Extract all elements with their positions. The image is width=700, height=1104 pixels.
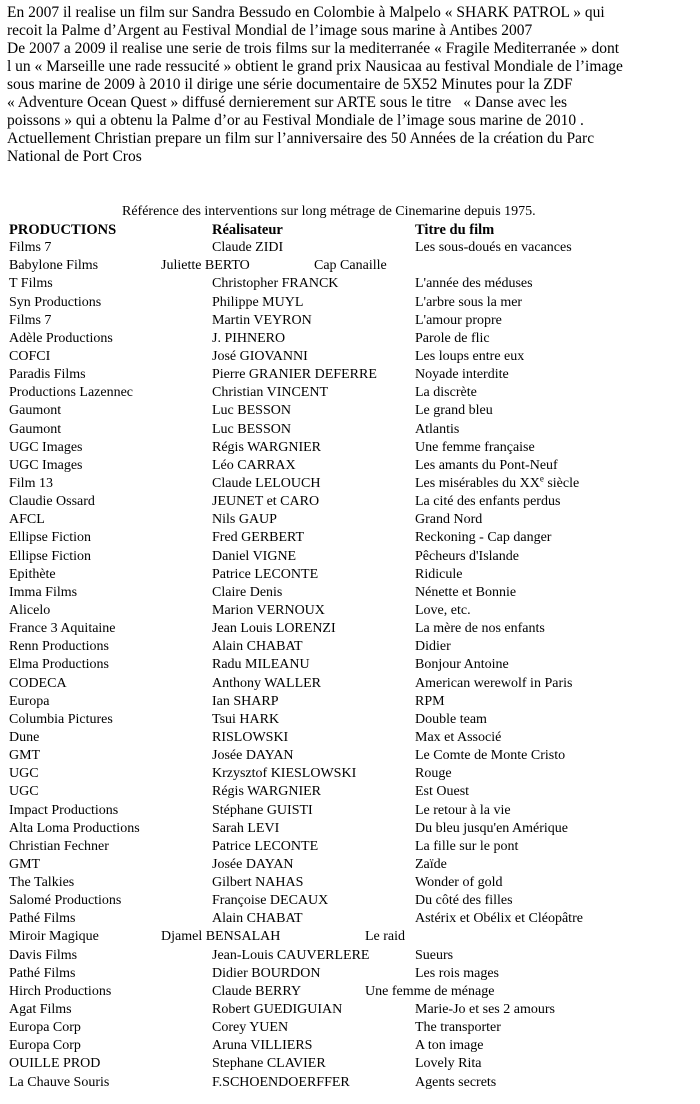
film-title-cell: Grand Nord bbox=[415, 512, 483, 528]
director-cell: José GIOVANNI bbox=[212, 348, 308, 364]
production-cell: Films 7 bbox=[9, 240, 52, 256]
film-title-cell: Ridicule bbox=[415, 566, 463, 582]
intro-paragraph bbox=[7, 4, 700, 166]
production-cell: Alta Loma Productions bbox=[9, 820, 140, 836]
director-cell: Patrice LECONTE bbox=[212, 838, 319, 854]
production-cell: Claudie Ossard bbox=[9, 494, 95, 510]
table-row bbox=[9, 511, 699, 529]
intro-line: l un « Marseille une rade ressucité » obtient le grand prix Nausicaa au festival Mondiale de l’image bbox=[7, 58, 623, 75]
director-cell: Jean Louis LORENZI bbox=[212, 621, 336, 637]
table-row bbox=[9, 711, 699, 729]
director-cell: Radu MILEANU bbox=[212, 657, 310, 673]
table-row bbox=[9, 475, 699, 493]
table-row bbox=[9, 656, 699, 674]
film-title-cell: Reckoning - Cap danger bbox=[415, 530, 552, 546]
table-row bbox=[9, 820, 699, 838]
film-title-cell: Wonder of gold bbox=[415, 875, 503, 891]
director-cell: RISLOWSKI bbox=[212, 729, 289, 745]
production-cell: GMT bbox=[9, 856, 41, 872]
film-title-cell: Les loups entre eux bbox=[415, 348, 525, 364]
director-cell: Fred GERBERT bbox=[212, 530, 305, 546]
production-cell: T Films bbox=[9, 276, 53, 292]
table-row bbox=[9, 1055, 699, 1073]
table-row bbox=[9, 421, 699, 439]
director-cell: Nils GAUP bbox=[212, 512, 277, 528]
film-title-cell: La mère de nos enfants bbox=[415, 621, 545, 637]
film-title-cell: Rouge bbox=[415, 766, 452, 782]
production-cell: Babylone Films bbox=[9, 258, 99, 274]
film-title-cell: Agents secrets bbox=[415, 1074, 497, 1090]
production-cell: Paradis Films bbox=[9, 367, 86, 383]
film-title-cell: Double team bbox=[415, 711, 487, 727]
intro-line: National de Port Cros bbox=[7, 148, 142, 165]
table-row bbox=[9, 747, 699, 765]
director-cell: Josée DAYAN bbox=[212, 748, 294, 764]
film-title-cell: La cité des enfants perdus bbox=[415, 494, 561, 510]
film-title-cell: Love, etc. bbox=[415, 602, 471, 618]
table-row bbox=[9, 529, 699, 547]
table-row bbox=[9, 928, 699, 946]
director-cell: Françoise DECAUX bbox=[212, 893, 329, 909]
intro-line: recoit la Palme d’Argent au Festival Mondial de l’image sous marine à Antibes 2007 bbox=[7, 22, 533, 39]
director-cell: Juliette BERTO bbox=[161, 258, 250, 274]
table-row bbox=[9, 874, 699, 892]
film-title-text: Les misérables du XX bbox=[415, 475, 540, 491]
table-row bbox=[9, 1001, 699, 1019]
table-row bbox=[9, 1019, 699, 1037]
superscript: e bbox=[539, 473, 544, 484]
director-cell: Patrice LECONTE bbox=[212, 566, 319, 582]
film-title-cell: A ton image bbox=[415, 1038, 484, 1054]
production-cell: Hirch Productions bbox=[9, 983, 112, 999]
intro-line: De 2007 a 2009 il realise une serie de trois films sur la mediterranée « Fragile Mediterranée » dont bbox=[7, 40, 620, 57]
director-cell: Martin VEYRON bbox=[212, 312, 312, 328]
table-row bbox=[9, 965, 699, 983]
director-cell: Robert GUEDIGUIAN bbox=[212, 1002, 343, 1018]
film-title-cell: L'amour propre bbox=[415, 312, 502, 328]
film-title-cell: Le grand bleu bbox=[415, 403, 493, 419]
film-title-cell: Une femme de ménage bbox=[365, 983, 495, 999]
film-title-cell: American werewolf in Paris bbox=[415, 675, 573, 691]
film-title-cell: Le Comte de Monte Cristo bbox=[415, 748, 566, 764]
table-row bbox=[9, 366, 699, 384]
intro-line: sous marine de 2009 à 2010 il dirige une série documentaire de 5X52 Minutes pour la ZDF bbox=[7, 76, 573, 93]
director-cell: Luc BESSON bbox=[212, 403, 291, 419]
film-title-cell: Du côté des filles bbox=[415, 893, 513, 909]
table-row bbox=[9, 983, 699, 1001]
production-cell: GMT bbox=[9, 748, 41, 764]
film-title-cell: Astérix et Obélix et Cléopâtre bbox=[415, 911, 583, 927]
production-cell: Renn Productions bbox=[9, 639, 109, 655]
table-row bbox=[9, 693, 699, 711]
table-row bbox=[9, 457, 699, 475]
production-cell: UGC bbox=[9, 784, 39, 800]
table-row bbox=[9, 729, 699, 747]
table-row bbox=[9, 892, 699, 910]
director-cell: Régis WARGNIER bbox=[212, 784, 322, 800]
director-cell: Marion VERNOUX bbox=[212, 602, 325, 618]
film-title-cell: Parole de flic bbox=[415, 330, 490, 346]
table-row bbox=[9, 1074, 699, 1092]
production-cell: Christian Fechner bbox=[9, 838, 109, 854]
director-cell: Pierre GRANIER DEFERRE bbox=[212, 367, 377, 383]
director-cell: Stéphane GUISTI bbox=[212, 802, 313, 818]
director-cell: Djamel BENSALAH bbox=[161, 929, 281, 945]
production-cell: Gaumont bbox=[9, 421, 62, 437]
film-title-cell: Bonjour Antoine bbox=[415, 657, 509, 673]
table-row bbox=[9, 584, 699, 602]
film-title-cell: L'année des méduses bbox=[415, 276, 533, 292]
table-row bbox=[9, 493, 699, 511]
production-cell: CODECA bbox=[9, 675, 67, 691]
table-row bbox=[9, 602, 699, 620]
production-cell: UGC bbox=[9, 766, 39, 782]
production-cell: La Chauve Souris bbox=[9, 1074, 110, 1090]
film-title-cell: La discrète bbox=[415, 385, 477, 401]
table-caption: Référence des interventions sur long métrage de Cinemarine depuis 1975. bbox=[122, 204, 536, 219]
film-title-cell: L'arbre sous la mer bbox=[415, 294, 523, 310]
table-row bbox=[9, 239, 699, 257]
production-cell: Films 7 bbox=[9, 312, 52, 328]
film-title-cell: Les rois mages bbox=[415, 965, 499, 981]
director-cell: Claire Denis bbox=[212, 584, 283, 600]
film-title-cell: Sueurs bbox=[415, 947, 454, 963]
film-title-cell: Est Ouest bbox=[415, 784, 470, 800]
intro-line bbox=[7, 94, 700, 112]
director-cell: Jean-Louis CAUVERLERE bbox=[212, 947, 370, 963]
director-cell: Didier BOURDON bbox=[212, 965, 321, 981]
production-cell: Columbia Pictures bbox=[9, 711, 113, 727]
table-row bbox=[9, 384, 699, 402]
director-cell: Christian VINCENT bbox=[212, 385, 329, 401]
production-cell: UGC Images bbox=[9, 457, 83, 473]
director-cell: Tsui HARK bbox=[212, 711, 280, 727]
director-cell: Daniel VIGNE bbox=[212, 548, 297, 564]
production-cell: Pathé Films bbox=[9, 965, 76, 981]
film-title-cell: The transporter bbox=[415, 1020, 501, 1036]
director-cell: Claude BERRY bbox=[212, 983, 302, 999]
film-title-cell: Une femme française bbox=[415, 439, 535, 455]
production-cell: Davis Films bbox=[9, 947, 78, 963]
film-title-cell: Zaïde bbox=[415, 856, 447, 872]
table-row bbox=[9, 783, 699, 801]
film-title-cell: Le raid bbox=[365, 929, 406, 945]
film-title-cell: Du bleu jusqu'en Amérique bbox=[415, 820, 568, 836]
table-row bbox=[9, 856, 699, 874]
production-cell: Agat Films bbox=[9, 1002, 72, 1018]
table-row bbox=[9, 675, 699, 693]
film-title-cell: Nénette et Bonnie bbox=[415, 584, 517, 600]
intro-line: poissons » qui a obtenu la Palme d’or au Festival Mondiale de l’image sous marine de 2010 . bbox=[7, 112, 584, 129]
production-cell: Elma Productions bbox=[9, 657, 109, 673]
director-cell: Léo CARRAX bbox=[212, 457, 296, 473]
table-row bbox=[9, 548, 699, 566]
table-row bbox=[9, 275, 699, 293]
film-references-table bbox=[9, 221, 699, 1092]
table-row bbox=[9, 330, 699, 348]
production-cell: Productions Lazennec bbox=[9, 385, 134, 401]
production-cell: Europa Corp bbox=[9, 1020, 81, 1036]
table-row bbox=[9, 802, 699, 820]
production-cell: Impact Productions bbox=[9, 802, 119, 818]
production-cell: Dune bbox=[9, 729, 40, 745]
production-cell: Ellipse Fiction bbox=[9, 548, 92, 564]
film-title-text: siècle bbox=[543, 475, 580, 491]
production-cell: Miroir Magique bbox=[9, 929, 99, 945]
film-title-cell: Cap Canaille bbox=[314, 258, 387, 274]
table-row bbox=[9, 566, 699, 584]
film-title-cell: Noyade interdite bbox=[415, 367, 509, 383]
production-cell: Alicelo bbox=[9, 602, 51, 618]
production-cell: Syn Productions bbox=[9, 294, 102, 310]
film-title-cell: La fille sur le pont bbox=[415, 838, 519, 854]
production-cell: Adèle Productions bbox=[9, 330, 113, 346]
film-title-cell: Didier bbox=[415, 639, 451, 655]
table-row bbox=[9, 294, 699, 312]
table-header-row bbox=[9, 221, 699, 239]
director-cell: J. PIHNERO bbox=[212, 330, 286, 346]
film-title-cell bbox=[415, 475, 579, 493]
film-title-cell: Les amants du Pont-Neuf bbox=[415, 457, 558, 473]
intro-line: En 2007 il realise un film sur Sandra Bessudo en Colombie à Malpelo « SHARK PATROL » qui bbox=[7, 4, 605, 21]
director-cell: Christopher FRANCK bbox=[212, 276, 339, 292]
production-cell: Gaumont bbox=[9, 403, 62, 419]
production-cell: France 3 Aquitaine bbox=[9, 621, 116, 637]
table-row bbox=[9, 638, 699, 656]
production-cell: The Talkies bbox=[9, 875, 75, 891]
table-row bbox=[9, 348, 699, 366]
table-row bbox=[9, 838, 699, 856]
director-cell: Claude ZIDI bbox=[212, 240, 284, 256]
header-titre: Titre du film bbox=[415, 222, 495, 238]
film-title-cell: Atlantis bbox=[415, 421, 460, 437]
film-title-cell: Pêcheurs d'Islande bbox=[415, 548, 519, 564]
film-title-cell: Max et Associé bbox=[415, 729, 502, 745]
director-cell: Alain CHABAT bbox=[212, 639, 303, 655]
production-cell: Europa bbox=[9, 693, 50, 709]
director-cell: Gilbert NAHAS bbox=[212, 875, 304, 891]
production-cell: COFCI bbox=[9, 348, 51, 364]
director-cell: Luc BESSON bbox=[212, 421, 291, 437]
production-cell: Film 13 bbox=[9, 475, 53, 491]
table-row bbox=[9, 439, 699, 457]
director-cell: Régis WARGNIER bbox=[212, 439, 322, 455]
director-cell: Philippe MUYL bbox=[212, 294, 304, 310]
table-row bbox=[9, 765, 699, 783]
director-cell: Stephane CLAVIER bbox=[212, 1056, 326, 1072]
director-cell: Alain CHABAT bbox=[212, 911, 303, 927]
production-cell: AFCL bbox=[9, 512, 45, 528]
table-row bbox=[9, 910, 699, 928]
table-row bbox=[9, 947, 699, 965]
production-cell: OUILLE PROD bbox=[9, 1056, 101, 1072]
director-cell: Sarah LEVI bbox=[212, 820, 280, 836]
film-title-cell: Lovely Rita bbox=[415, 1056, 482, 1072]
director-cell: Josée DAYAN bbox=[212, 856, 294, 872]
table-row bbox=[9, 1037, 699, 1055]
table-body bbox=[9, 239, 699, 1092]
production-cell: Imma Films bbox=[9, 584, 78, 600]
intro-line: Actuellement Christian prepare un film sur l’anniversaire des 50 Années de la création du Parc bbox=[7, 130, 595, 147]
film-title-cell: Marie-Jo et ses 2 amours bbox=[415, 1002, 555, 1018]
film-title-cell: RPM bbox=[415, 693, 445, 709]
intro-line-part: « Danse avec les bbox=[463, 94, 568, 111]
director-cell: Aruna VILLIERS bbox=[212, 1038, 313, 1054]
table-row bbox=[9, 620, 699, 638]
film-title-cell: Le retour à la vie bbox=[415, 802, 511, 818]
header-realisateur: Réalisateur bbox=[212, 222, 283, 238]
production-cell: UGC Images bbox=[9, 439, 83, 455]
production-cell: Epithète bbox=[9, 566, 56, 582]
director-cell: Ian SHARP bbox=[212, 693, 279, 709]
film-title-cell: Les sous-doués en vacances bbox=[415, 240, 572, 256]
intro-line-part: « Adventure Ocean Quest » diffusé dernierement sur ARTE sous le titre bbox=[7, 94, 452, 111]
director-cell: Anthony WALLER bbox=[212, 675, 322, 691]
director-cell: Corey YUEN bbox=[212, 1020, 289, 1036]
director-cell: JEUNET et CARO bbox=[212, 494, 320, 510]
production-cell: Ellipse Fiction bbox=[9, 530, 92, 546]
director-cell: Krzysztof KIESLOWSKI bbox=[212, 766, 357, 782]
director-cell: F.SCHOENDOERFFER bbox=[212, 1074, 350, 1090]
production-cell: Salomé Productions bbox=[9, 893, 122, 909]
header-productions: PRODUCTIONS bbox=[9, 222, 117, 238]
table-row bbox=[9, 257, 699, 275]
production-cell: Pathé Films bbox=[9, 911, 76, 927]
production-cell: Europa Corp bbox=[9, 1038, 81, 1054]
director-cell: Claude LELOUCH bbox=[212, 475, 321, 491]
table-row bbox=[9, 402, 699, 420]
table-row bbox=[9, 312, 699, 330]
